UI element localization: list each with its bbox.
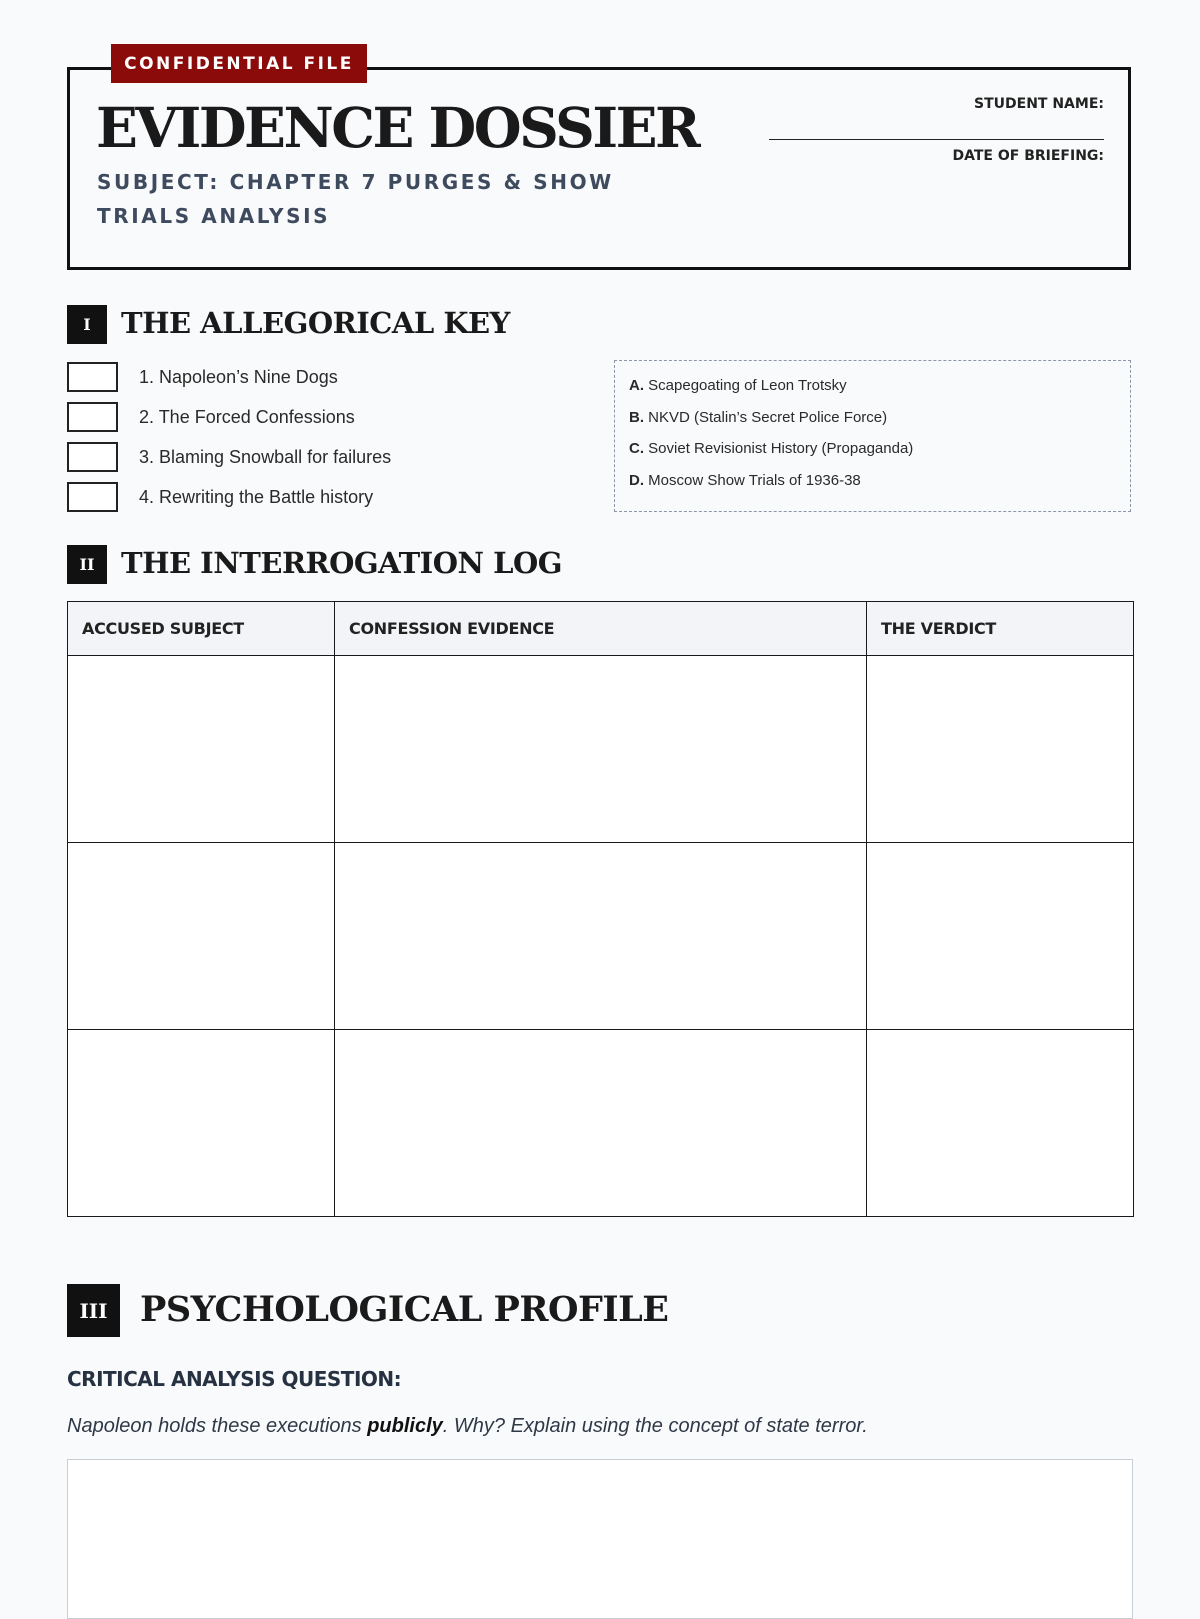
question-emphasis: publicly <box>367 1415 443 1437</box>
answer-box[interactable] <box>67 362 118 392</box>
match-item <box>67 401 355 433</box>
table-cell[interactable] <box>68 656 335 843</box>
match-item-label: 4. Rewriting the Battle history <box>139 486 374 507</box>
section-marker: I <box>67 305 107 344</box>
page-title: EVIDENCE DOSSIER <box>96 95 699 160</box>
question-text: Napoleon holds these executions publicly. Why? Explain using the concept of state terror. <box>67 1415 868 1437</box>
date-label: DATE OF BRIEFING: <box>952 148 1104 164</box>
answer-box[interactable] <box>67 442 118 472</box>
table-header-row <box>68 602 1134 656</box>
table-cell[interactable] <box>68 1030 335 1217</box>
column-header: ACCUSED SUBJECT <box>68 602 335 656</box>
section-title: THE ALLEGORICAL KEY <box>121 306 510 340</box>
interrogation-table <box>67 601 1134 1217</box>
column-header: CONFESSION EVIDENCE <box>335 602 867 656</box>
student-name-field[interactable] <box>769 139 1104 140</box>
subject-line: SUBJECT: CHAPTER 7 PURGES & SHOW TRIALS ANALYSIS <box>97 170 614 228</box>
match-item <box>67 361 338 393</box>
answer-box[interactable] <box>67 402 118 432</box>
option-item: B. NKVD (Stalin’s Secret Police Force) <box>629 408 888 426</box>
table-row <box>68 1030 1134 1217</box>
question-label: CRITICAL ANALYSIS QUESTION: <box>67 1367 402 1391</box>
table-cell[interactable] <box>867 1030 1134 1217</box>
match-item <box>67 441 391 473</box>
option-item: C. Soviet Revisionist History (Propaganda) <box>629 440 914 457</box>
answer-box[interactable] <box>67 482 118 512</box>
answer-area[interactable] <box>67 1459 1133 1619</box>
match-item-label: 3. Blaming Snowball for failures <box>139 446 392 467</box>
section-marker: III <box>67 1284 120 1337</box>
table-row <box>68 843 1134 1030</box>
table-cell[interactable] <box>867 843 1134 1030</box>
table-cell[interactable] <box>335 1030 867 1217</box>
options-box <box>614 360 1131 512</box>
table-cell[interactable] <box>335 843 867 1030</box>
confidential-badge: CONFIDENTIAL FILE <box>111 44 367 83</box>
table-row <box>68 656 1134 843</box>
option-item: D. Moscow Show Trials of 1936-38 <box>629 471 861 489</box>
match-item <box>67 481 373 513</box>
section-title: PSYCHOLOGICAL PROFILE <box>140 1289 669 1330</box>
section-title: THE INTERROGATION LOG <box>121 546 563 580</box>
table-cell[interactable] <box>335 656 867 843</box>
table-cell[interactable] <box>68 843 335 1030</box>
table-cell[interactable] <box>867 656 1134 843</box>
student-name-label: STUDENT NAME: <box>974 96 1104 112</box>
match-item-label: 2. The Forced Confessions <box>139 406 355 427</box>
section-marker: II <box>67 545 107 584</box>
column-header: THE VERDICT <box>867 602 1134 656</box>
match-item-label: 1. Napoleon’s Nine Dogs <box>139 366 338 387</box>
option-item: A. Scapegoating of Leon Trotsky <box>629 377 847 394</box>
